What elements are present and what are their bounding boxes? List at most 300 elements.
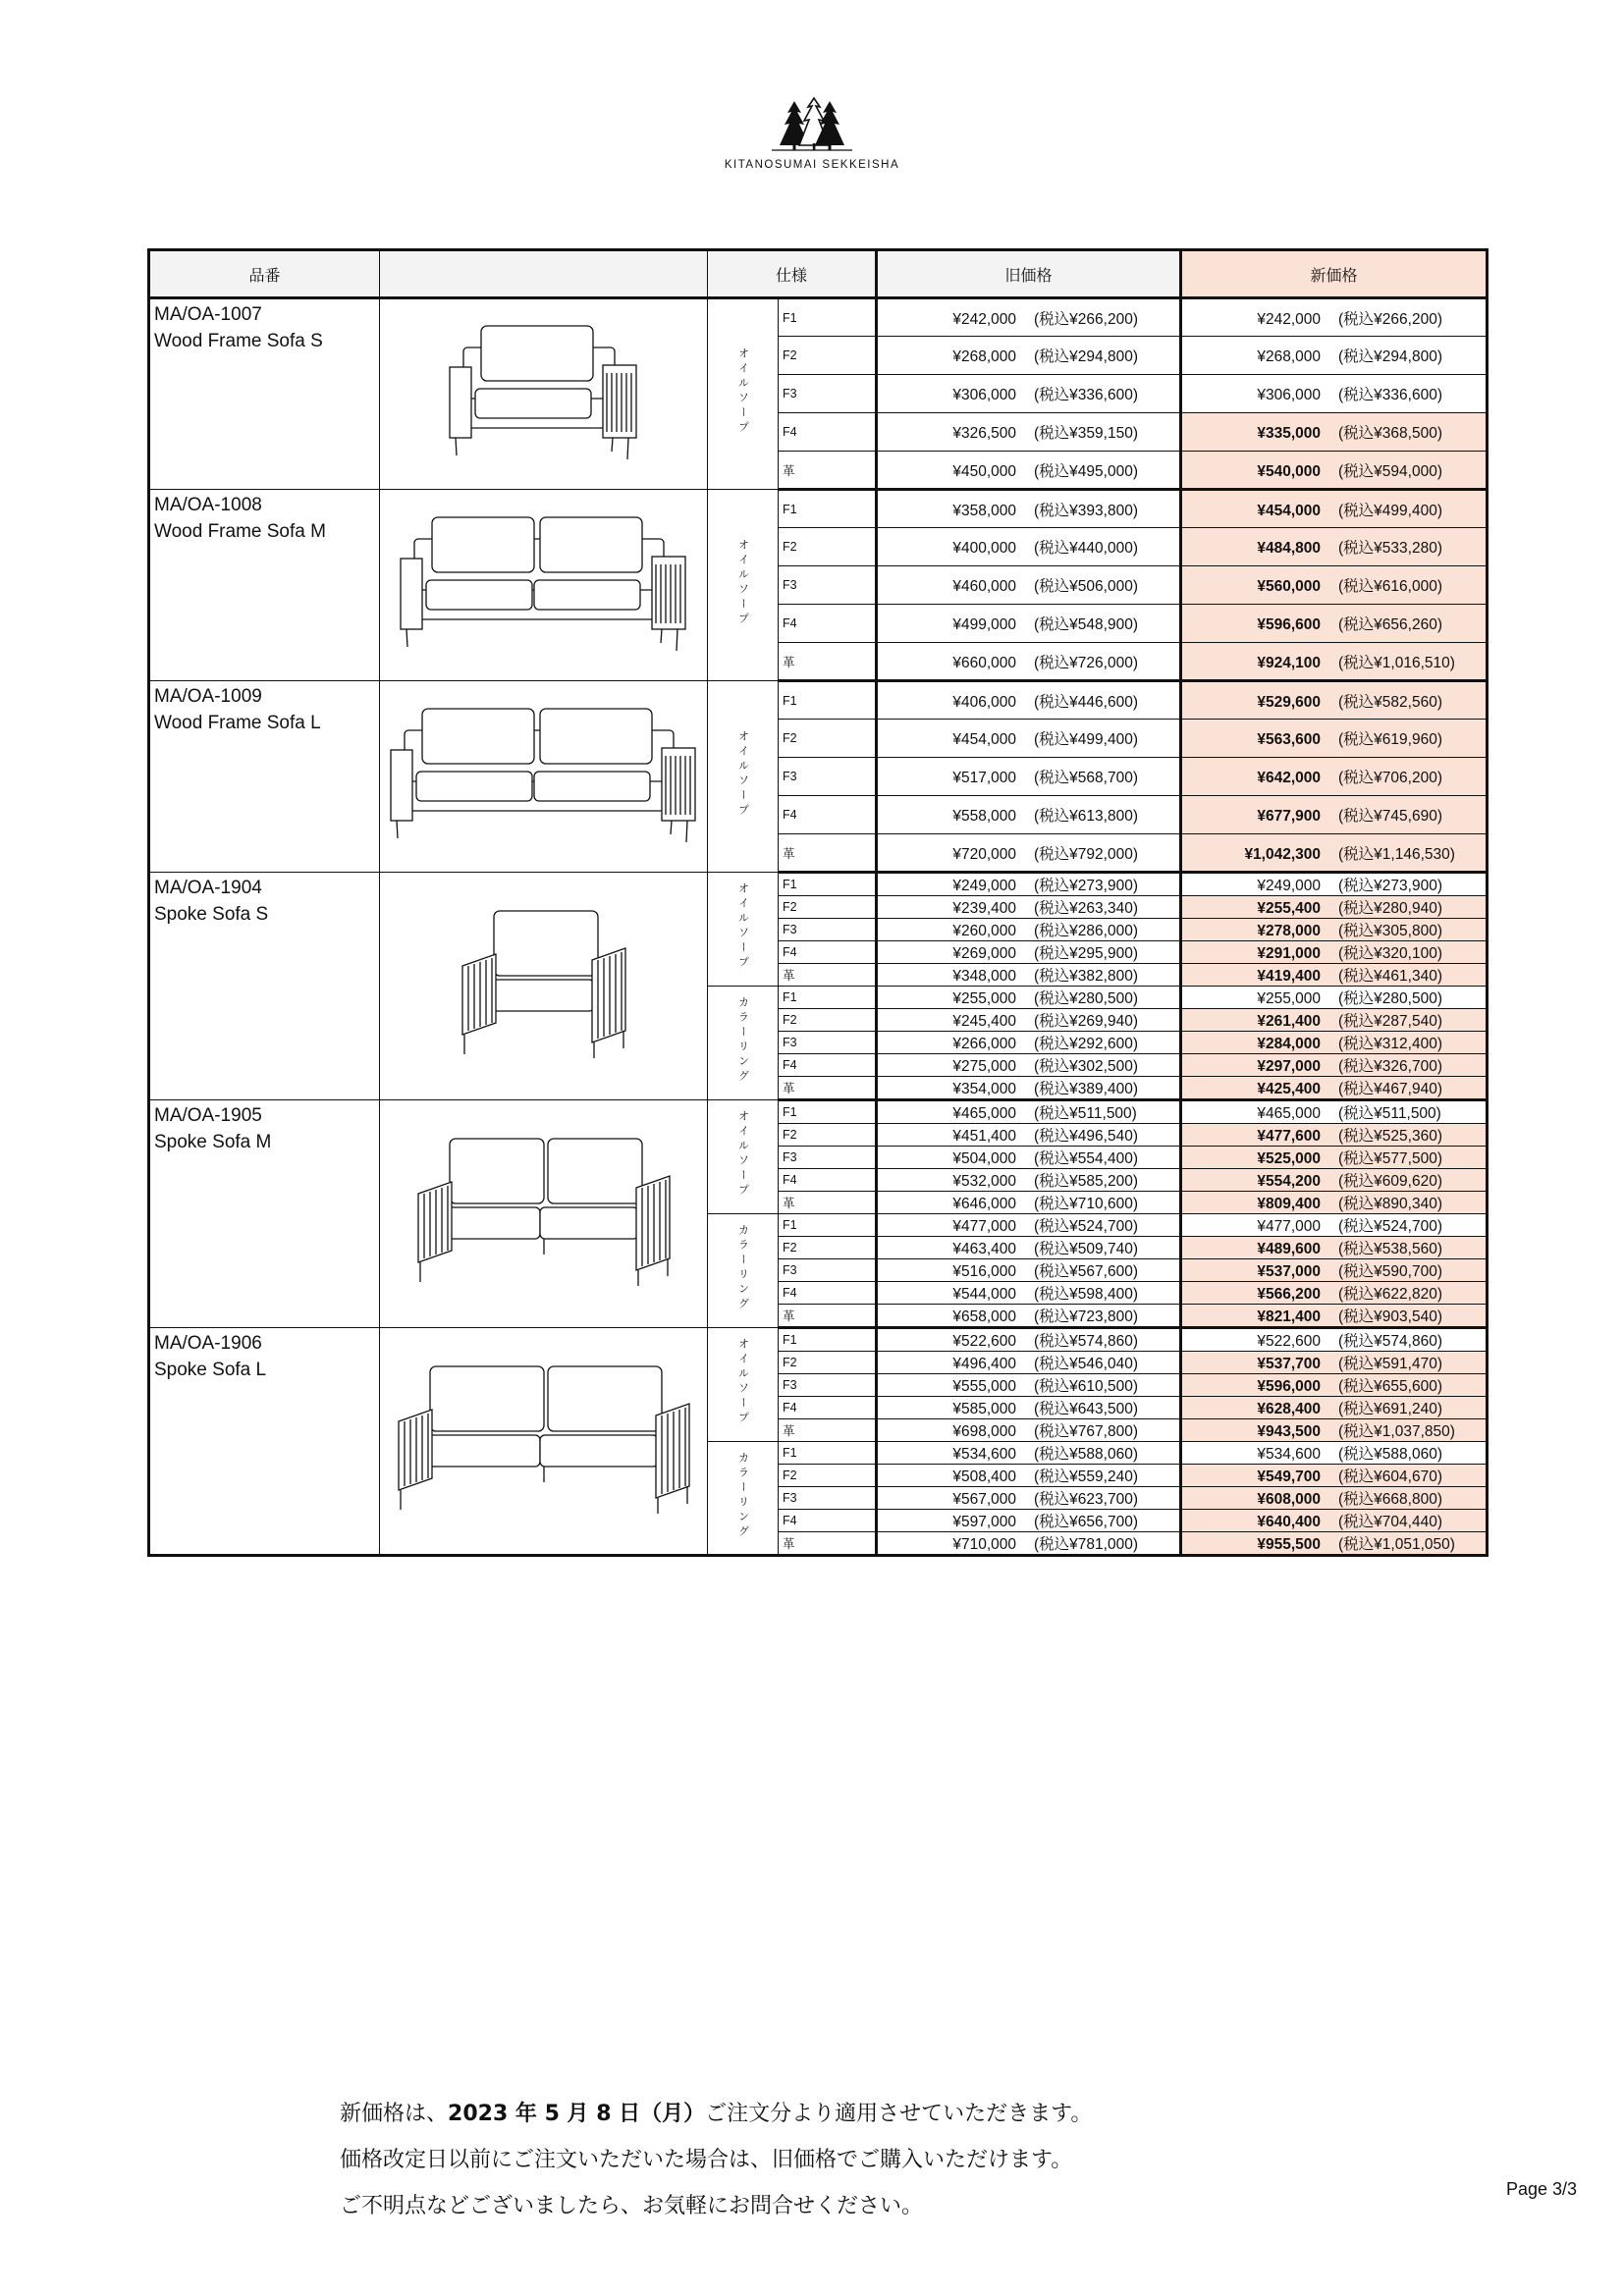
new-price-cell bbox=[1181, 337, 1488, 375]
new-price-tax: (税込¥574,860) bbox=[1338, 1333, 1442, 1350]
old-price-cell bbox=[877, 1487, 1181, 1510]
old-price-cell bbox=[877, 681, 1181, 720]
new-price: ¥261,400 bbox=[1257, 1013, 1322, 1030]
new-price-cell bbox=[1181, 1352, 1488, 1374]
product-cell bbox=[149, 490, 380, 681]
new-price-tax: (税込¥691,240) bbox=[1338, 1401, 1442, 1417]
product-cell bbox=[149, 298, 380, 490]
old-price: ¥463,400 bbox=[952, 1241, 1017, 1257]
grade-cell: F2 bbox=[779, 896, 877, 919]
old-price-tax: (税込¥286,000) bbox=[1034, 923, 1138, 939]
product-cell bbox=[149, 873, 380, 1100]
grade-cell: F3 bbox=[779, 1147, 877, 1169]
old-price: ¥585,000 bbox=[952, 1401, 1017, 1417]
old-price-tax: (税込¥359,150) bbox=[1034, 425, 1138, 442]
old-price-cell bbox=[877, 413, 1181, 452]
old-price-tax: (税込¥613,800) bbox=[1034, 808, 1138, 825]
old-price-cell bbox=[877, 452, 1181, 490]
new-price-cell bbox=[1181, 605, 1488, 643]
new-price-tax: (税込¥622,820) bbox=[1338, 1286, 1442, 1303]
wood-frame-sofa-icon bbox=[380, 318, 707, 470]
new-price: ¥534,600 bbox=[1257, 1446, 1322, 1463]
new-price-tax: (税込¥538,560) bbox=[1338, 1241, 1442, 1257]
grade-cell: F3 bbox=[779, 1259, 877, 1282]
grade-cell: F4 bbox=[779, 605, 877, 643]
old-price-cell bbox=[877, 566, 1181, 605]
grade-cell: F1 bbox=[779, 1100, 877, 1124]
new-price: ¥563,600 bbox=[1257, 731, 1322, 748]
grade-cell: F4 bbox=[779, 1054, 877, 1077]
table-row bbox=[149, 681, 1488, 720]
new-price-cell bbox=[1181, 1032, 1488, 1054]
new-price-cell bbox=[1181, 452, 1488, 490]
new-price-tax: (税込¥604,670) bbox=[1338, 1468, 1442, 1485]
notes bbox=[340, 2091, 1092, 2229]
new-price-cell bbox=[1181, 834, 1488, 873]
finish-text: オイルソープ bbox=[736, 1110, 749, 1199]
old-price: ¥454,000 bbox=[952, 731, 1017, 748]
old-price-cell bbox=[877, 1054, 1181, 1077]
header-image bbox=[380, 250, 708, 298]
finish-label bbox=[708, 1442, 779, 1556]
old-price: ¥558,000 bbox=[952, 808, 1017, 825]
new-price-tax: (税込¥305,800) bbox=[1338, 923, 1442, 939]
old-price-cell bbox=[877, 1259, 1181, 1282]
new-price-cell bbox=[1181, 919, 1488, 941]
old-price-tax: (税込¥440,000) bbox=[1034, 540, 1138, 557]
old-price-cell bbox=[877, 528, 1181, 566]
grade-cell: F2 bbox=[779, 1465, 877, 1487]
new-price-cell bbox=[1181, 298, 1488, 337]
new-price-tax: (税込¥668,800) bbox=[1338, 1491, 1442, 1508]
old-price-cell bbox=[877, 1009, 1181, 1032]
new-price-tax: (税込¥511,500) bbox=[1338, 1105, 1441, 1122]
old-price: ¥532,000 bbox=[952, 1173, 1017, 1190]
grade-cell: F2 bbox=[779, 1124, 877, 1147]
old-price-cell bbox=[877, 643, 1181, 681]
finish-label bbox=[708, 681, 779, 873]
new-price: ¥628,400 bbox=[1257, 1401, 1322, 1417]
grade-cell: 革 bbox=[779, 1305, 877, 1328]
old-price-tax: (税込¥726,000) bbox=[1034, 654, 1138, 671]
new-price-cell bbox=[1181, 413, 1488, 452]
old-price-cell bbox=[877, 605, 1181, 643]
new-price: ¥477,600 bbox=[1257, 1128, 1322, 1145]
new-price: ¥522,600 bbox=[1257, 1333, 1322, 1350]
new-price-tax: (税込¥266,200) bbox=[1338, 310, 1442, 328]
old-price: ¥249,000 bbox=[952, 878, 1017, 894]
old-price-cell bbox=[877, 834, 1181, 873]
new-price-cell bbox=[1181, 873, 1488, 896]
old-price-tax: (税込¥559,240) bbox=[1034, 1468, 1138, 1485]
old-price: ¥555,000 bbox=[952, 1378, 1017, 1395]
new-price-tax: (税込¥294,800) bbox=[1338, 348, 1442, 365]
new-price-tax: (税込¥591,470) bbox=[1338, 1356, 1442, 1372]
note-line-2: 価格改定日以前にご注文いただいた場合は、旧価格でご購入いただけます。 bbox=[340, 2148, 1073, 2172]
new-price: ¥677,900 bbox=[1257, 808, 1322, 825]
old-price: ¥358,000 bbox=[952, 502, 1017, 519]
new-price-cell bbox=[1181, 987, 1488, 1009]
old-price-tax: (税込¥389,400) bbox=[1034, 1081, 1138, 1097]
grade-cell: 革 bbox=[779, 1532, 877, 1556]
new-price: ¥454,000 bbox=[1257, 502, 1322, 519]
old-price-cell bbox=[877, 896, 1181, 919]
product-name: Spoke Sofa L bbox=[154, 1360, 267, 1380]
old-price: ¥451,400 bbox=[952, 1128, 1017, 1145]
new-price-cell bbox=[1181, 1192, 1488, 1214]
new-price-tax: (税込¥655,600) bbox=[1338, 1378, 1442, 1395]
grade-cell: 革 bbox=[779, 964, 877, 987]
old-price-tax: (税込¥710,600) bbox=[1034, 1196, 1138, 1212]
new-price: ¥549,700 bbox=[1257, 1468, 1322, 1485]
old-price: ¥460,000 bbox=[952, 578, 1017, 595]
grade-cell: 革 bbox=[779, 834, 877, 873]
table-row bbox=[149, 873, 1488, 896]
new-price-tax: (税込¥273,900) bbox=[1338, 878, 1442, 894]
old-price: ¥698,000 bbox=[952, 1423, 1017, 1440]
new-price-cell bbox=[1181, 1054, 1488, 1077]
new-price-cell bbox=[1181, 964, 1488, 987]
wood-frame-sofa-icon bbox=[380, 701, 707, 853]
new-price-tax: (税込¥588,060) bbox=[1338, 1446, 1442, 1463]
old-price-tax: (税込¥266,200) bbox=[1034, 310, 1138, 328]
grade-cell: F1 bbox=[779, 681, 877, 720]
new-price-cell bbox=[1181, 796, 1488, 834]
new-price: ¥821,400 bbox=[1257, 1308, 1322, 1325]
old-price-tax: (税込¥656,700) bbox=[1034, 1514, 1138, 1530]
product-cell bbox=[149, 1328, 380, 1556]
old-price-cell bbox=[877, 941, 1181, 964]
product-code: MA/OA-1906 bbox=[154, 1333, 262, 1354]
grade-cell: F1 bbox=[779, 873, 877, 896]
new-price: ¥525,000 bbox=[1257, 1150, 1322, 1167]
grade-cell: F2 bbox=[779, 1352, 877, 1374]
page-number: Page 3/3 bbox=[1505, 2179, 1577, 2199]
finish-text: カラーリング bbox=[736, 1224, 749, 1312]
old-price: ¥239,400 bbox=[952, 900, 1017, 917]
new-price: ¥249,000 bbox=[1257, 878, 1322, 894]
new-price: ¥809,400 bbox=[1257, 1196, 1322, 1212]
product-code: MA/OA-1007 bbox=[154, 304, 262, 325]
finish-label bbox=[708, 298, 779, 490]
new-price: ¥955,500 bbox=[1257, 1536, 1322, 1553]
old-price-cell bbox=[877, 337, 1181, 375]
old-price-tax: (税込¥280,500) bbox=[1034, 990, 1138, 1007]
grade-cell: F1 bbox=[779, 490, 877, 528]
header-new-price: 新価格 bbox=[1181, 250, 1488, 298]
old-price-cell bbox=[877, 1465, 1181, 1487]
new-price-tax: (税込¥704,440) bbox=[1338, 1514, 1442, 1530]
old-price: ¥522,600 bbox=[952, 1333, 1017, 1350]
old-price: ¥477,000 bbox=[952, 1218, 1017, 1235]
new-price-tax: (税込¥499,400) bbox=[1338, 502, 1442, 519]
new-price-cell bbox=[1181, 681, 1488, 720]
grade-cell: F1 bbox=[779, 987, 877, 1009]
new-price: ¥489,600 bbox=[1257, 1241, 1322, 1257]
old-price-tax: (税込¥495,000) bbox=[1034, 462, 1138, 480]
old-price-tax: (税込¥506,000) bbox=[1034, 578, 1138, 595]
new-price-tax: (税込¥582,560) bbox=[1338, 693, 1442, 711]
new-price-cell bbox=[1181, 1147, 1488, 1169]
new-price-cell bbox=[1181, 1328, 1488, 1352]
old-price: ¥660,000 bbox=[952, 654, 1017, 671]
old-price-tax: (税込¥548,900) bbox=[1034, 616, 1138, 633]
new-price: ¥255,000 bbox=[1257, 990, 1322, 1007]
new-price-tax: (税込¥280,500) bbox=[1338, 990, 1442, 1007]
old-price-cell bbox=[877, 1282, 1181, 1305]
new-price-cell bbox=[1181, 941, 1488, 964]
new-price-tax: (税込¥320,100) bbox=[1338, 945, 1442, 962]
grade-cell: F1 bbox=[779, 1328, 877, 1352]
new-price-tax: (税込¥280,940) bbox=[1338, 900, 1442, 917]
old-price: ¥517,000 bbox=[952, 770, 1017, 786]
old-price-tax: (税込¥781,000) bbox=[1034, 1536, 1138, 1553]
new-price-cell bbox=[1181, 1532, 1488, 1556]
new-price-cell bbox=[1181, 1487, 1488, 1510]
finish-label bbox=[708, 490, 779, 681]
old-price-cell bbox=[877, 1032, 1181, 1054]
old-price: ¥354,000 bbox=[952, 1081, 1017, 1097]
old-price-tax: (税込¥273,900) bbox=[1034, 878, 1138, 894]
new-price: ¥554,200 bbox=[1257, 1173, 1322, 1190]
grade-cell: F2 bbox=[779, 528, 877, 566]
old-price-tax: (税込¥568,700) bbox=[1034, 770, 1138, 786]
new-price: ¥608,000 bbox=[1257, 1491, 1322, 1508]
old-price: ¥326,500 bbox=[952, 425, 1017, 442]
old-price-tax: (税込¥567,600) bbox=[1034, 1263, 1138, 1280]
new-price-tax: (税込¥656,260) bbox=[1338, 616, 1442, 633]
old-price-tax: (税込¥792,000) bbox=[1034, 845, 1138, 863]
product-code: MA/OA-1008 bbox=[154, 495, 262, 515]
grade-cell: F1 bbox=[779, 1442, 877, 1465]
new-price: ¥537,000 bbox=[1257, 1263, 1322, 1280]
new-price-tax: (税込¥524,700) bbox=[1338, 1218, 1442, 1235]
new-price-tax: (税込¥609,620) bbox=[1338, 1173, 1442, 1190]
old-price-tax: (税込¥623,700) bbox=[1034, 1491, 1138, 1508]
new-price-cell bbox=[1181, 896, 1488, 919]
grade-cell: F3 bbox=[779, 1487, 877, 1510]
table-header bbox=[149, 250, 1488, 298]
product-image-cell bbox=[380, 1100, 708, 1328]
finish-label bbox=[708, 1328, 779, 1442]
header-hinban: 品番 bbox=[149, 250, 380, 298]
old-price-cell bbox=[877, 873, 1181, 896]
new-price-cell bbox=[1181, 1077, 1488, 1100]
product-image-cell bbox=[380, 873, 708, 1100]
new-price-tax: (税込¥326,700) bbox=[1338, 1058, 1442, 1075]
new-price-cell bbox=[1181, 1465, 1488, 1487]
old-price-tax: (税込¥598,400) bbox=[1034, 1286, 1138, 1303]
new-price-cell bbox=[1181, 1305, 1488, 1328]
tree-logo-icon bbox=[770, 96, 854, 151]
spoke-sofa-icon bbox=[380, 1133, 707, 1295]
old-price-tax: (税込¥767,800) bbox=[1034, 1423, 1138, 1440]
old-price-cell bbox=[877, 1237, 1181, 1259]
old-price-cell bbox=[877, 1352, 1181, 1374]
old-price-tax: (税込¥554,400) bbox=[1034, 1150, 1138, 1167]
new-price: ¥465,000 bbox=[1257, 1105, 1322, 1122]
old-price-cell bbox=[877, 1214, 1181, 1237]
old-price: ¥567,000 bbox=[952, 1491, 1017, 1508]
new-price: ¥560,000 bbox=[1257, 578, 1322, 595]
new-price: ¥297,000 bbox=[1257, 1058, 1322, 1075]
old-price: ¥269,000 bbox=[952, 945, 1017, 962]
finish-text: オイルソープ bbox=[736, 1338, 749, 1426]
spoke-sofa-icon bbox=[380, 1361, 707, 1522]
old-price: ¥597,000 bbox=[952, 1514, 1017, 1530]
grade-cell: F4 bbox=[779, 1397, 877, 1419]
new-price: ¥537,700 bbox=[1257, 1356, 1322, 1372]
grade-cell: 革 bbox=[779, 452, 877, 490]
new-price-cell bbox=[1181, 1374, 1488, 1397]
finish-label bbox=[708, 987, 779, 1100]
new-price-tax: (税込¥287,540) bbox=[1338, 1013, 1442, 1030]
grade-cell: F2 bbox=[779, 1237, 877, 1259]
old-price-cell bbox=[877, 1442, 1181, 1465]
old-price-cell bbox=[877, 1169, 1181, 1192]
old-price-tax: (税込¥295,900) bbox=[1034, 945, 1138, 962]
old-price: ¥499,000 bbox=[952, 616, 1017, 633]
grade-cell: 革 bbox=[779, 1419, 877, 1442]
new-price: ¥529,600 bbox=[1257, 693, 1322, 711]
old-price: ¥465,000 bbox=[952, 1105, 1017, 1122]
new-price-cell bbox=[1181, 758, 1488, 796]
product-name: Spoke Sofa S bbox=[154, 904, 269, 925]
new-price-tax: (税込¥1,051,050) bbox=[1338, 1536, 1455, 1553]
new-price-cell bbox=[1181, 1442, 1488, 1465]
new-price: ¥306,000 bbox=[1257, 387, 1322, 403]
old-price-tax: (税込¥499,400) bbox=[1034, 731, 1138, 748]
old-price: ¥516,000 bbox=[952, 1263, 1017, 1280]
old-price-cell bbox=[877, 490, 1181, 528]
old-price-tax: (税込¥643,500) bbox=[1034, 1401, 1138, 1417]
old-price-cell bbox=[877, 1419, 1181, 1442]
old-price-tax: (税込¥446,600) bbox=[1034, 693, 1138, 711]
old-price: ¥406,000 bbox=[952, 693, 1017, 711]
old-price-cell bbox=[877, 987, 1181, 1009]
old-price-tax: (税込¥610,500) bbox=[1034, 1378, 1138, 1395]
old-price-tax: (税込¥585,200) bbox=[1034, 1173, 1138, 1190]
grade-cell: F3 bbox=[779, 919, 877, 941]
grade-cell: 革 bbox=[779, 1192, 877, 1214]
note-line-1: 新価格は、2023 年 5 月 8 日（月）ご注文分より適用させていただきます。 bbox=[340, 2102, 1093, 2126]
new-price: ¥566,200 bbox=[1257, 1286, 1322, 1303]
new-price-tax: (税込¥745,690) bbox=[1338, 808, 1442, 825]
grade-cell: F4 bbox=[779, 1510, 877, 1532]
old-price: ¥658,000 bbox=[952, 1308, 1017, 1325]
old-price: ¥496,400 bbox=[952, 1356, 1017, 1372]
old-price: ¥450,000 bbox=[952, 462, 1017, 480]
old-price-tax: (税込¥336,600) bbox=[1034, 387, 1138, 403]
grade-cell: F4 bbox=[779, 796, 877, 834]
grade-cell: F2 bbox=[779, 720, 877, 758]
new-price-cell bbox=[1181, 1259, 1488, 1282]
old-price-tax: (税込¥382,800) bbox=[1034, 968, 1138, 985]
new-price-tax: (税込¥1,146,530) bbox=[1338, 845, 1455, 863]
old-price-tax: (税込¥496,540) bbox=[1034, 1128, 1138, 1145]
new-price: ¥943,500 bbox=[1257, 1423, 1322, 1440]
new-price-tax: (税込¥1,016,510) bbox=[1338, 654, 1455, 671]
old-price-cell bbox=[877, 758, 1181, 796]
old-price-cell bbox=[877, 919, 1181, 941]
new-price: ¥242,000 bbox=[1257, 310, 1322, 328]
old-price: ¥646,000 bbox=[952, 1196, 1017, 1212]
new-price-cell bbox=[1181, 1009, 1488, 1032]
old-price: ¥400,000 bbox=[952, 540, 1017, 557]
product-name: Wood Frame Sofa L bbox=[154, 713, 321, 733]
wood-frame-sofa-icon bbox=[380, 509, 707, 662]
grade-cell: F4 bbox=[779, 1169, 877, 1192]
finish-text: カラーリング bbox=[736, 996, 749, 1085]
new-price-tax: (税込¥336,600) bbox=[1338, 387, 1442, 403]
spoke-sofa-icon bbox=[380, 905, 707, 1067]
note-line-3: ご不明点などございましたら、お気軽にお問合せください。 bbox=[340, 2194, 924, 2218]
brand-logo bbox=[0, 96, 1624, 171]
old-price: ¥260,000 bbox=[952, 923, 1017, 939]
old-price-tax: (税込¥509,740) bbox=[1034, 1241, 1138, 1257]
new-price-cell bbox=[1181, 1510, 1488, 1532]
old-price-cell bbox=[877, 964, 1181, 987]
grade-cell: 革 bbox=[779, 643, 877, 681]
new-price-tax: (税込¥467,940) bbox=[1338, 1081, 1442, 1097]
old-price-cell bbox=[877, 1510, 1181, 1532]
new-price: ¥291,000 bbox=[1257, 945, 1322, 962]
grade-cell: F1 bbox=[779, 298, 877, 337]
new-price-cell bbox=[1181, 1237, 1488, 1259]
new-price-tax: (税込¥706,200) bbox=[1338, 770, 1442, 786]
grade-cell: F3 bbox=[779, 375, 877, 413]
new-price-cell bbox=[1181, 1124, 1488, 1147]
finish-text: オイルソープ bbox=[736, 729, 749, 819]
new-price: ¥596,600 bbox=[1257, 616, 1322, 633]
grade-cell: 革 bbox=[779, 1077, 877, 1100]
old-price-cell bbox=[877, 796, 1181, 834]
product-name: Spoke Sofa M bbox=[154, 1132, 272, 1152]
old-price-cell bbox=[877, 1328, 1181, 1352]
old-price-tax: (税込¥393,800) bbox=[1034, 502, 1138, 519]
old-price-cell bbox=[877, 1077, 1181, 1100]
table-row bbox=[149, 1328, 1488, 1352]
old-price: ¥504,000 bbox=[952, 1150, 1017, 1167]
old-price: ¥306,000 bbox=[952, 387, 1017, 403]
brand-name: KITANOSUMAI SEKKEISHA bbox=[724, 159, 900, 171]
product-code: MA/OA-1009 bbox=[154, 686, 262, 707]
old-price-cell bbox=[877, 1532, 1181, 1556]
old-price-cell bbox=[877, 1374, 1181, 1397]
grade-cell: F4 bbox=[779, 1282, 877, 1305]
finish-text: カラーリング bbox=[736, 1451, 749, 1540]
product-image-cell bbox=[380, 490, 708, 681]
grade-cell: F2 bbox=[779, 337, 877, 375]
new-price: ¥335,000 bbox=[1257, 425, 1322, 442]
old-price: ¥508,400 bbox=[952, 1468, 1017, 1485]
old-price-tax: (税込¥294,800) bbox=[1034, 348, 1138, 365]
grade-cell: F2 bbox=[779, 1009, 877, 1032]
old-price-tax: (税込¥588,060) bbox=[1034, 1446, 1138, 1463]
old-price-cell bbox=[877, 1305, 1181, 1328]
old-price-cell bbox=[877, 1124, 1181, 1147]
new-price: ¥255,400 bbox=[1257, 900, 1322, 917]
new-price-cell bbox=[1181, 720, 1488, 758]
new-price: ¥1,042,300 bbox=[1244, 845, 1322, 863]
header-shiyo: 仕様 bbox=[708, 250, 877, 298]
old-price-cell bbox=[877, 375, 1181, 413]
grade-cell: F3 bbox=[779, 1032, 877, 1054]
grade-cell: F4 bbox=[779, 941, 877, 964]
old-price: ¥266,000 bbox=[952, 1036, 1017, 1052]
old-price-tax: (税込¥302,500) bbox=[1034, 1058, 1138, 1075]
finish-text: オイルソープ bbox=[736, 538, 749, 627]
